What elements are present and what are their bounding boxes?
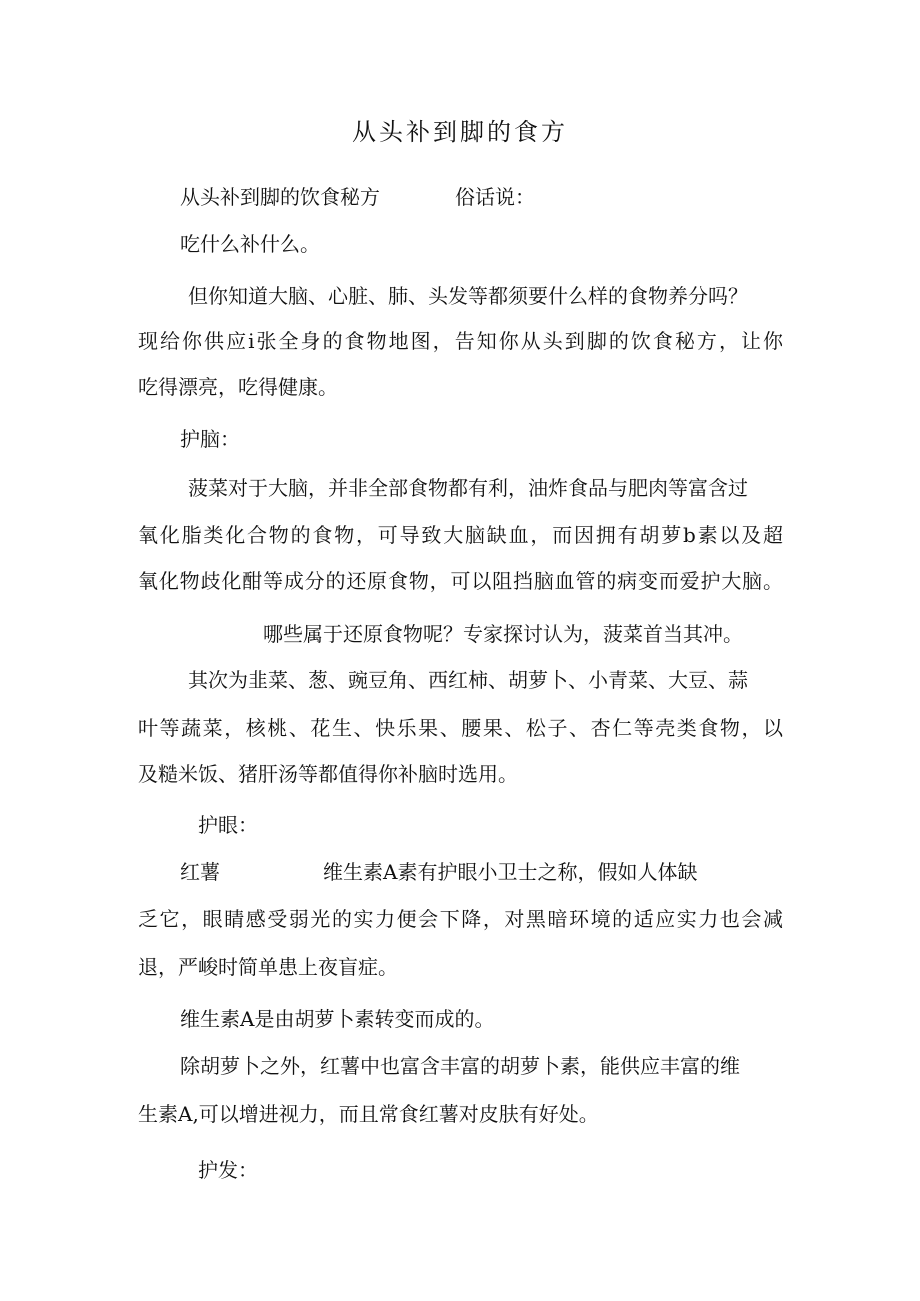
eyes-paragraph-line: 乏它，眼睛感受弱光的实力便会下降，对黑暗环境的适应实力也会减 xyxy=(138,907,783,931)
section-heading-hair: 护发： xyxy=(198,1158,258,1182)
eyes-sweet-potato-line: 生素A,可以增进视力，而且常食红薯对皮肤有好处。 xyxy=(138,1102,599,1126)
eyes-vitamin-note: 维生素A是由胡萝卜素转变而成的。 xyxy=(180,1007,495,1031)
intro-paragraph-line: 吃得漂亮，吃得健康。 xyxy=(138,375,338,399)
brain-foods-line: 及糙米饭、猪肝汤等都值得你补脑时选用。 xyxy=(138,762,518,786)
eyes-paragraph-lead: 维生素A素有护眼小卫士之称，假如人体缺 xyxy=(323,860,698,884)
section-heading-brain: 护脑： xyxy=(180,427,240,451)
brain-question: 哪些属于还原食物呢？专家探讨认为，菠菜首当其冲。 xyxy=(263,622,743,646)
intro-saying-label: 俗话说： xyxy=(455,185,535,209)
intro-saying: 吃什么补什么。 xyxy=(180,232,320,256)
brain-foods-line: 叶等蔬菜，核桃、花生、快乐果、腰果、松子、杏仁等壳类食物，以 xyxy=(138,716,783,740)
intro-subtitle: 从头补到脚的饮食秘方 xyxy=(180,185,380,209)
section-heading-eyes: 护眼： xyxy=(198,813,258,837)
brain-paragraph-line: 氧化脂类化合物的食物，可导致大脑缺血，而因拥有胡萝b素以及超 xyxy=(138,523,783,547)
intro-paragraph-line: 现给你供应i张全身的食物地图，告知你从头到脚的饮食秘方，让你 xyxy=(138,329,783,353)
document-title: 从头补到脚的食方 xyxy=(352,118,568,146)
brain-paragraph-line: 氧化物歧化酣等成分的还原食物，可以阻挡脑血管的病变而爱护大脑。 xyxy=(138,569,783,593)
eyes-sweet-potato-line: 除胡萝卜之外，红薯中也富含丰富的胡萝卜素，能供应丰富的维 xyxy=(180,1054,740,1078)
eyes-paragraph-line: 退，严峻时简单患上夜盲症。 xyxy=(138,955,398,979)
brain-paragraph-line: 菠菜对于大脑，并非全部食物都有利，油炸食品与肥肉等富含过 xyxy=(188,476,748,500)
brain-foods-line: 其次为韭菜、葱、豌豆角、西红柿、胡萝卜、小青菜、大豆、蒜 xyxy=(188,668,748,692)
eyes-food-name: 红薯 xyxy=(180,860,220,884)
intro-paragraph-line: 但你知道大脑、心脏、肺、头发等都须要什么样的食物养分吗？ xyxy=(188,284,748,308)
